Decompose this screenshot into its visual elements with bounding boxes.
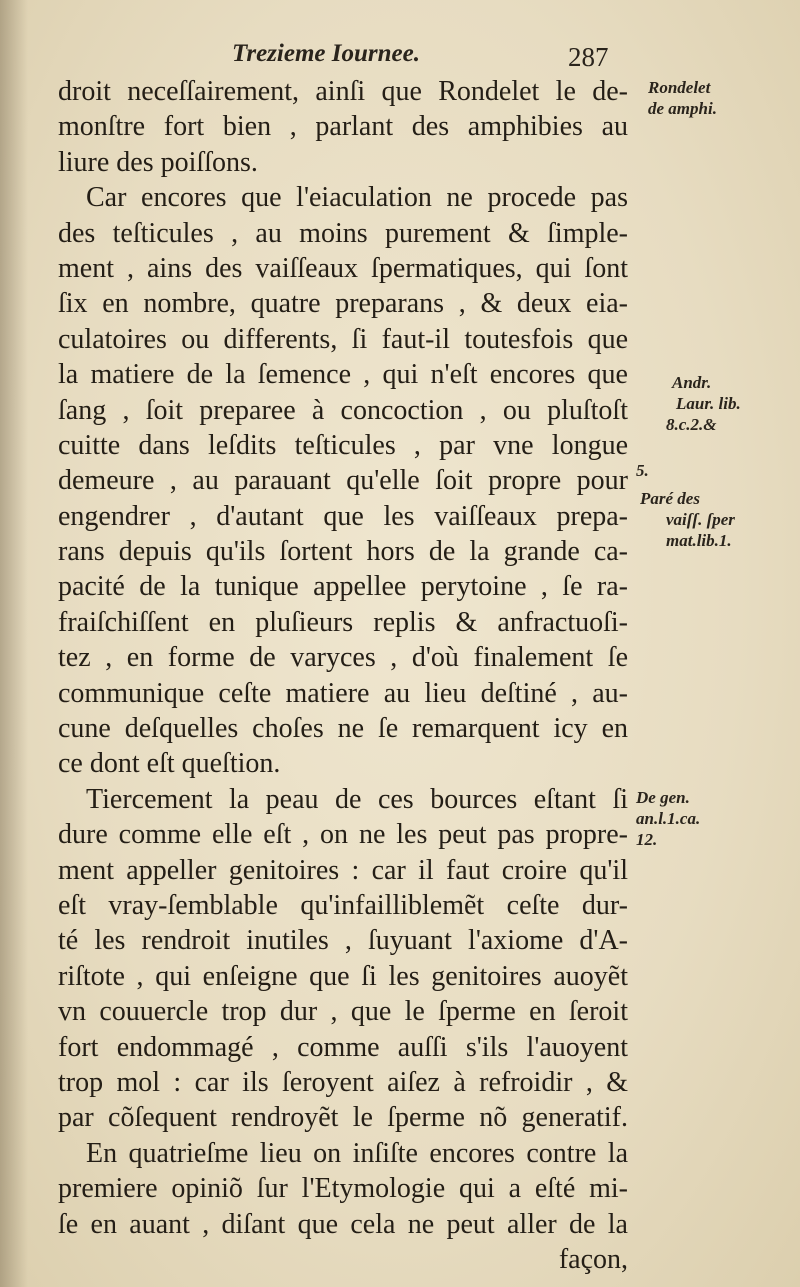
margin-note-line: mat.lib.1. bbox=[666, 531, 732, 550]
text-line: fort endommagé , comme auſſi s'ils l'auoyent bbox=[58, 1031, 628, 1063]
margin-note-line: an.l.1.ca. bbox=[636, 809, 701, 828]
text-line: demeure , au parauant qu'elle ſoit propre pour bbox=[58, 465, 628, 497]
margin-note-line: 8.c.2.& bbox=[666, 415, 717, 434]
text-line: des teſticules , au moins purement & ſimple- bbox=[58, 217, 628, 249]
text-line: ce dont eſt queſtion. bbox=[58, 748, 281, 780]
margin-note-line: Rondelet bbox=[648, 78, 711, 97]
page-number: 287 bbox=[568, 42, 609, 72]
margin-note-line: vaiſſ. ſper bbox=[666, 510, 735, 529]
margin-note-line: Laur. lib. bbox=[676, 394, 741, 413]
margin-note-de-gen bbox=[636, 787, 700, 850]
page-header bbox=[0, 38, 800, 78]
margin-note-line: 12. bbox=[636, 830, 658, 849]
text-line: droit neceſſairement, ainſi que Rondelet le de- bbox=[58, 76, 628, 107]
margin-note-line: de amphi. bbox=[648, 99, 717, 118]
margin-note-pare bbox=[640, 488, 735, 551]
text-line: tez , en forme de varyces , d'où finalement ſe bbox=[58, 642, 628, 674]
text-line: ment appeller genitoires : car il faut croire qu'il bbox=[58, 854, 628, 886]
text-line: liure des poiſſons. bbox=[58, 146, 258, 178]
text-line: la matiere de la ſemence , qui n'eſt encores que bbox=[58, 359, 628, 391]
text-line: culatoires ou differents, ſi faut-il toutesfois que bbox=[58, 323, 628, 355]
text-line: ſe en auant , diſant que cela ne peut aller de la bbox=[58, 1208, 628, 1240]
text-line: communique ceſte matiere au lieu deſtiné , au- bbox=[58, 677, 628, 709]
text-line: ſix en nombre, quatre preparans , & deux eia- bbox=[58, 288, 628, 320]
text-line: ſang , ſoit preparee à concoction , ou pluſtoſt bbox=[58, 394, 628, 426]
catchword: façon, bbox=[558, 1243, 628, 1275]
margin-note-line: Andr. bbox=[672, 373, 712, 392]
running-head: Trezieme Iournee. bbox=[232, 40, 420, 67]
text-line: té les rendroit inutiles , ſuyuant l'axiome d'A- bbox=[58, 925, 628, 957]
text-line: monſtre fort bien , parlant des amphibies au bbox=[58, 111, 628, 143]
margin-note-5 bbox=[636, 460, 649, 481]
text-line: cuitte dans leſdits teſticules , par vne longue bbox=[58, 429, 628, 461]
text-line: En quatrieſme lieu on inſiſte encores contre la bbox=[86, 1137, 628, 1169]
text-line: cune deſquelles choſes ne ſe remarquent icy en bbox=[58, 713, 628, 745]
text-line: vn couuercle trop dur , que le ſperme en ſeroit bbox=[58, 996, 628, 1028]
text-line: premiere opiniõ ſur l'Etymologie qui a eſté mi- bbox=[58, 1173, 628, 1205]
body-text bbox=[58, 74, 628, 1277]
text-line: par cõſequent rendroyẽt le ſperme nõ generatif. bbox=[58, 1102, 628, 1134]
text-line: eſt vray-ſemblable qu'infailliblemẽt ceſte dur- bbox=[58, 889, 628, 921]
text-line: rans depuis qu'ils ſortent hors de la grande ca- bbox=[58, 536, 628, 568]
text-line: trop mol : car ils ſeroyent aiſez à refroidir , & bbox=[58, 1066, 628, 1098]
margin-note-andr-laur bbox=[666, 372, 741, 435]
text-line: pacité de la tunique appellee perytoine , ſe ra- bbox=[58, 571, 628, 603]
margin-note-line: De gen. bbox=[636, 788, 690, 807]
text-line: Car encores que l'eiaculation ne procede pas bbox=[86, 182, 628, 214]
margin-note-line: Paré des bbox=[640, 489, 700, 508]
text-line: riſtote , qui enſeigne que ſi les genitoires auoyẽt bbox=[58, 960, 628, 992]
text-line: fraiſchiſſent en pluſieurs replis & anfractuoſi- bbox=[58, 606, 628, 638]
text-line: engendrer , d'autant que les vaiſſeaux prepa- bbox=[58, 500, 628, 532]
margin-note-line: 5. bbox=[636, 461, 649, 480]
text-line: dure comme elle eſt , on ne les peut pas propre- bbox=[58, 819, 628, 851]
text-line: Tiercement la peau de ces bources eſtant ſi bbox=[86, 783, 628, 815]
text-line: ment , ains des vaiſſeaux ſpermatiques, qui ſont bbox=[58, 252, 628, 284]
margin-note-rondelet bbox=[648, 77, 717, 119]
